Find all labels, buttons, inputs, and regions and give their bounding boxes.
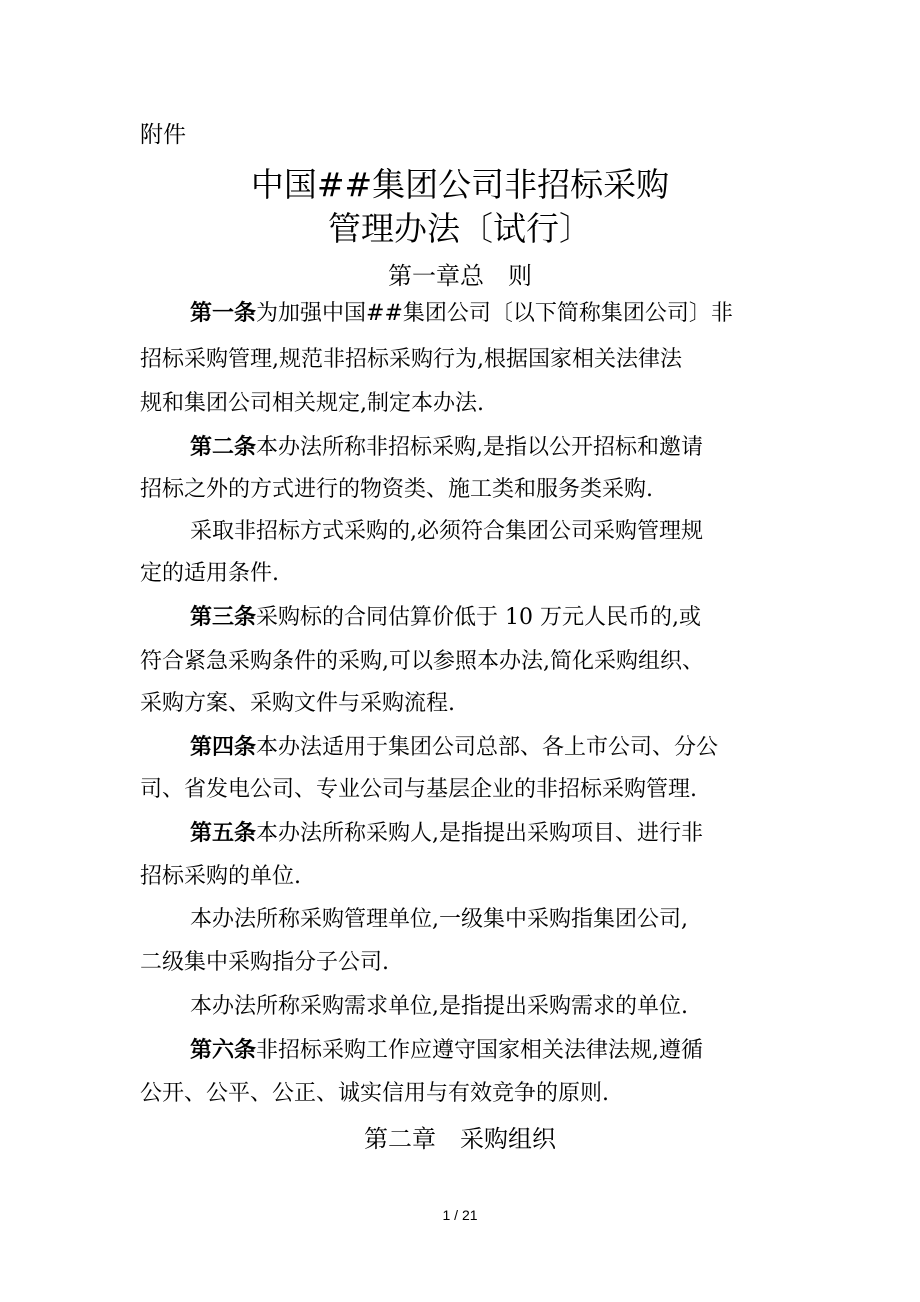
article-2-line-1 [190, 431, 703, 465]
article-1-line-3: 规和集团公司相关规定,制定本办法. [140, 391, 484, 416]
article-6-line-1 [190, 1034, 703, 1068]
article-1-label: 第一条 [190, 301, 257, 326]
article-1-line-1 [190, 297, 733, 331]
article-3-line-2: 符合紧急采购条件的采购,可以参照本办法,简化采购组织、 [140, 649, 704, 674]
article-6-label: 第六条 [190, 1038, 257, 1063]
article-5-para-3-line-1: 本办法所称采购需求单位,是指提出采购需求的单位. [190, 994, 688, 1019]
article-4-label: 第四条 [190, 735, 257, 760]
article-5-label: 第五条 [190, 821, 257, 846]
article-2-para-2-line-1: 采取非招标方式采购的,必须符合集团公司采购管理规 [190, 519, 703, 544]
article-1-text-1: 为加强中国##集团公司〔以下简称集团公司〕非 [256, 301, 733, 326]
article-6-text-1: 非招标采购工作应遵守国家相关法律法规,遵循 [256, 1038, 704, 1063]
article-1-line-2: 招标采购管理,规范非招标采购行为,根据国家相关法律法 [140, 347, 682, 372]
article-5-para-2-line-1: 本办法所称采购管理单位,一级集中采购指集团公司, [190, 907, 688, 932]
document-title-line-1: 中国##集团公司非招标采购 [250, 165, 670, 204]
article-3-text-1: 采购标的合同估算价低于 10 万元人民币的,或 [256, 605, 701, 630]
article-5-para-2-line-2: 二级集中采购指分子公司. [140, 950, 389, 975]
chapter-heading-2: 第二章 采购组织 [364, 1125, 556, 1153]
article-3-line-1 [190, 601, 701, 635]
article-4-line-2: 司、省发电公司、专业公司与基层企业的非招标采购管理. [140, 777, 697, 802]
article-5-text-1: 本办法所称采购人,是指提出采购项目、进行非 [256, 821, 704, 846]
chapter-heading-1: 第一章总 则 [388, 262, 532, 290]
article-2-text-1: 本办法所称非招标采购,是指以公开招标和邀请 [256, 435, 704, 460]
page-number: 1 / 21 [442, 1207, 478, 1223]
article-6-line-2: 公开、公平、公正、诚实信用与有效竞争的原则. [140, 1081, 609, 1106]
article-4-line-1 [190, 731, 718, 765]
article-4-text-1: 本办法适用于集团公司总部、各上市公司、分公 [256, 735, 719, 760]
article-3-line-3: 采购方案、采购文件与采购流程. [140, 691, 455, 716]
attachment-label: 附件 [140, 122, 186, 148]
article-2-line-2: 招标之外的方式进行的物资类、施工类和服务类采购. [140, 477, 653, 502]
article-2-label: 第二条 [190, 435, 257, 460]
article-5-line-2: 招标采购的单位. [140, 864, 301, 889]
document-title-line-2: 管理办法〔试行〕 [328, 209, 592, 248]
article-2-para-2-line-2: 定的适用条件. [140, 561, 279, 586]
article-5-line-1 [190, 817, 703, 851]
article-3-label: 第三条 [190, 605, 257, 630]
